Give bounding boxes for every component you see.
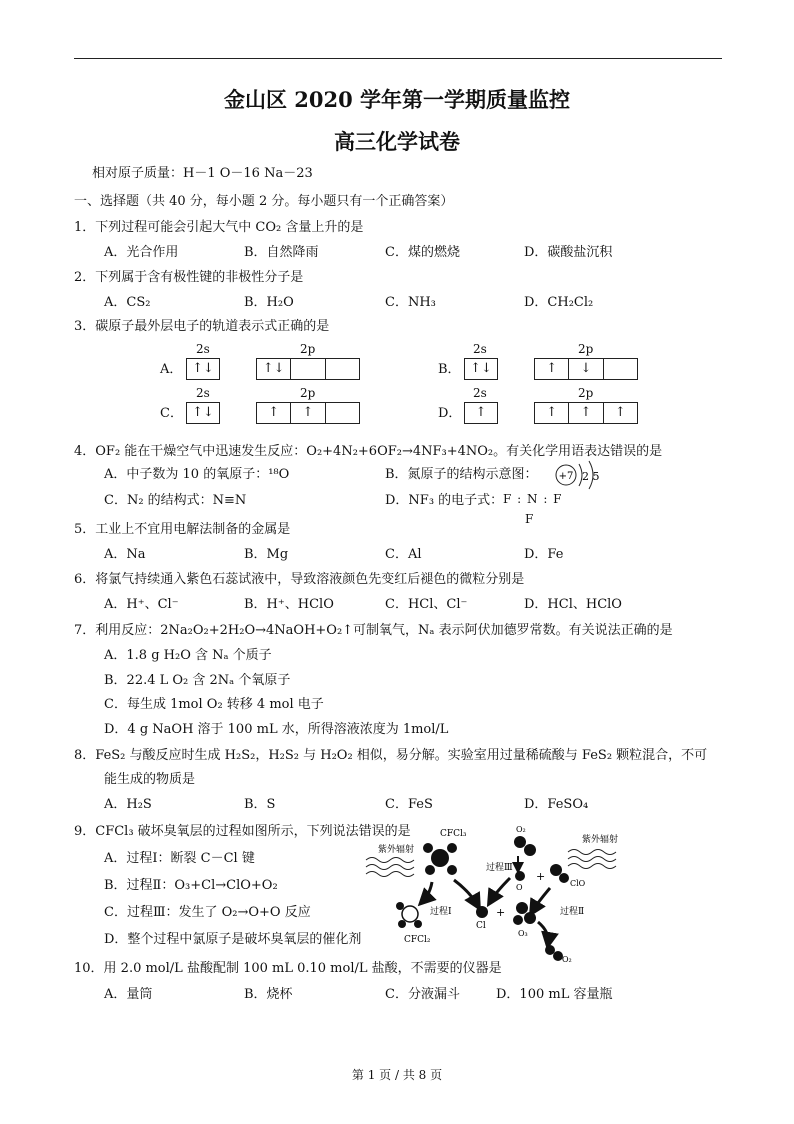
q3-c-2p-orbitals: ↑ ↑: [256, 402, 360, 424]
o2-bottom-label: O₂: [562, 955, 572, 964]
q3-d-p-label: 2p: [578, 386, 594, 400]
q4-option-c: C．N₂ 的结构式：N≡N: [104, 493, 247, 508]
o-label: O: [516, 883, 523, 892]
q10-option-c: C．分液漏斗: [385, 987, 460, 1002]
page-footer: 第 1 页 / 共 8 页: [351, 1068, 443, 1082]
q3-b-2p-orbitals: ↑ ↓: [534, 358, 638, 380]
q1-option-c: C．煤的燃烧: [385, 245, 460, 260]
process2-arrow-down: [538, 922, 548, 944]
q3-a-2p-orbitals: ↑↓: [256, 358, 360, 380]
q3-d-2p-orbitals: ↑ ↑ ↑: [534, 402, 638, 424]
q9-option-b: B．过程Ⅱ：O₃+Cl→ClO+O₂: [104, 878, 278, 893]
uv-label-right: 紫外辐射: [582, 835, 619, 845]
q8-option-d: D．FeSO₄: [524, 797, 589, 812]
q9-stem: 9．CFCl₃ 破坏臭氧层的过程如图所示，下列说法错误的是: [74, 824, 411, 839]
q7-option-c: C．每生成 1mol O₂ 转移 4 mol 电子: [104, 697, 324, 712]
atomic-mass: 相对原子质量：H－1 O－16 Na－23: [92, 166, 313, 181]
q3-b-s-label: 2s: [473, 342, 487, 356]
q10-stem: 10．用 2.0 mol/L 盐酸配制 100 mL 0.10 mol/L 盐酸，不需要的仪器是: [74, 961, 502, 976]
q3-b-p-label: 2p: [578, 342, 594, 356]
q1-option-d: D．碳酸盐沉积: [524, 245, 613, 260]
uv-label-left: 紫外辐射: [378, 845, 415, 855]
q5-option-d: D．Fe: [524, 547, 564, 562]
q6-option-a: A．H⁺、Cl⁻: [104, 597, 179, 612]
process1-arrow-right: [454, 880, 478, 906]
q3-d-2s-orbital: ↑: [464, 402, 498, 424]
header-rule: [74, 58, 722, 59]
exam-title: 金山区 2020 学年第一学期质量监控: [223, 87, 571, 112]
q2-option-b: B．H₂O: [244, 295, 294, 310]
q3-option-b: B．: [438, 362, 461, 377]
nf3-bottom-fluorine: F: [525, 512, 534, 526]
q2-option-d: D．CH₂Cl₂: [524, 295, 594, 310]
q1-option-a: A．光合作用: [104, 245, 179, 260]
q3-c-2s-orbital: ↑↓: [186, 402, 220, 424]
q3-b-2s-orbital: ↑↓: [464, 358, 498, 380]
exam-subtitle: 高三化学试卷: [334, 129, 460, 154]
cl-atom: [476, 906, 488, 918]
q3-c-p-label: 2p: [300, 386, 316, 400]
nf3-electron-formula: F : N : F: [503, 492, 563, 506]
process2-arrow-up: [532, 888, 550, 912]
process2-label: 过程Ⅱ: [560, 907, 585, 917]
o3-label: O₃: [518, 929, 528, 938]
q6-stem: 6．将氯气持续通入紫色石蕊试液中，导致溶液颜色先变红后褪色的微粒分别是: [74, 572, 525, 587]
q1-stem: 1．下列过程可能会引起大气中 CO₂ 含量上升的是: [74, 220, 364, 235]
q8-stem-cont: 能生成的物质是: [104, 772, 196, 787]
q7-stem: 7．利用反应：2Na₂O₂+2H₂O→4NaOH+O₂↑可制氧气，Nₐ 表示阿伏加德罗常数。有关说法正确的是: [74, 623, 673, 638]
o2-bottom-molecule: [545, 945, 563, 961]
q10-option-a: A．量筒: [104, 987, 153, 1002]
uv-wave-left: [366, 858, 414, 877]
o2-top-molecule: [514, 836, 536, 856]
q3-a-p-label: 2p: [300, 342, 316, 356]
q6-option-b: B．H⁺、HClO: [244, 597, 334, 612]
q3-a-s-label: 2s: [196, 342, 210, 356]
q4-option-b: B．氮原子的结构示意图：: [385, 467, 538, 482]
q6-option-c: C．HCl、Cl⁻: [385, 597, 468, 612]
plus-sign-1: +: [496, 906, 506, 919]
q8-stem: 8．FeS₂ 与酸反应时生成 H₂S₂，H₂S₂ 与 H₂O₂ 相似，易分解。实验室用过量稀硫酸与 FeS₂ 颗粒混合，不可: [74, 748, 708, 763]
ozone-depletion-diagram: [360, 822, 730, 964]
q10-option-b: B．烧杯: [244, 987, 293, 1002]
process3-arrow-to-cl: [490, 878, 510, 902]
o3-molecule: [513, 902, 536, 925]
cfcl2-molecule: [396, 902, 422, 928]
q5-stem: 5．工业上不宜用电解法制备的金属是: [74, 522, 291, 537]
nitrogen-atom-diagram: [552, 458, 608, 492]
q4-option-d: D．NF₃ 的电子式：: [385, 493, 504, 508]
cl-label: Cl: [476, 921, 486, 931]
cfcl3-label: CFCl₃: [440, 829, 467, 839]
q5-option-c: C．Al: [385, 547, 422, 562]
svg-text:+7: +7: [558, 471, 574, 482]
q6-option-d: D．HCl、HClO: [524, 597, 622, 612]
q5-option-b: B．Mg: [244, 547, 289, 562]
q1-option-b: B．自然降雨: [244, 245, 319, 260]
o-atom: [515, 871, 525, 881]
q10-option-d: D．100 mL 容量瓶: [496, 987, 613, 1002]
q9-option-a: A．过程Ⅰ：断裂 C－Cl 键: [104, 851, 255, 866]
svg-text:2 5: 2 5: [582, 470, 600, 483]
q3-d-s-label: 2s: [473, 386, 487, 400]
q4-option-a: A．中子数为 10 的氧原子：¹⁸O: [104, 467, 290, 482]
q5-option-a: A．Na: [104, 547, 146, 562]
q3-a-2s-orbital: ↑↓: [186, 358, 220, 380]
process1-arrow-left: [422, 882, 432, 902]
q7-option-d: D．4 g NaOH 溶于 100 mL 水，所得溶液浓度为 1mol/L: [104, 722, 449, 737]
plus-sign-2: +: [536, 870, 546, 883]
q3-option-d: D．: [438, 406, 462, 421]
cfcl2-label: CFCl₂: [404, 935, 431, 945]
cfcl3-molecule: [423, 843, 457, 875]
o2-top-label: O₂: [516, 825, 526, 834]
q2-option-a: A．CS₂: [104, 295, 151, 310]
q3-option-c: C．: [160, 406, 183, 421]
section-heading: 一、选择题（共 40 分，每小题 2 分。每小题只有一个正确答案）: [74, 194, 454, 209]
process1-label: 过程Ⅰ: [430, 907, 452, 917]
uv-wave-right: [568, 850, 616, 869]
q3-c-s-label: 2s: [196, 386, 210, 400]
q9-option-d: D．整个过程中氯原子是破坏臭氧层的催化剂: [104, 932, 362, 947]
q8-option-c: C．FeS: [385, 797, 433, 812]
process3-label: 过程Ⅲ: [486, 863, 513, 873]
q9-option-c: C．过程Ⅲ：发生了 O₂→O+O 反应: [104, 905, 311, 920]
q7-option-a: A．1.8 g H₂O 含 Nₐ 个质子: [104, 648, 272, 663]
q8-option-b: B．S: [244, 797, 276, 812]
q3-option-a: A．: [160, 362, 183, 377]
q4-stem: 4．OF₂ 能在干燥空气中迅速发生反应：O₂+4N₂+6OF₂→4NF₃+4NO₂。有关化学用语表达错误的是: [74, 444, 663, 459]
q2-stem: 2．下列属于含有极性键的非极性分子是: [74, 270, 304, 285]
q7-option-b: B．22.4 L O₂ 含 2Nₐ 个氧原子: [104, 673, 291, 688]
clo-label: ClO: [570, 879, 586, 888]
q2-option-c: C．NH₃: [385, 295, 436, 310]
clo-molecule: [550, 864, 569, 883]
q8-option-a: A．H₂S: [104, 797, 152, 812]
q3-stem: 3．碳原子最外层电子的轨道表示式正确的是: [74, 319, 330, 334]
